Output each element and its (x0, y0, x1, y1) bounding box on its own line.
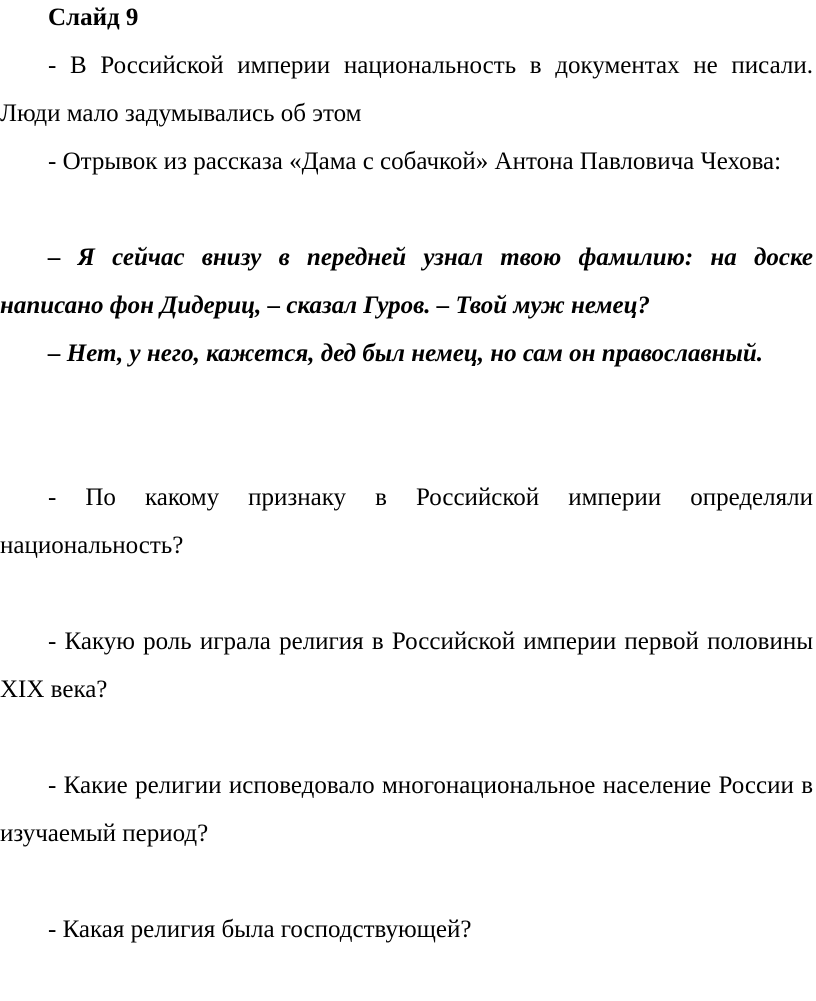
paragraph-chekhov-excerpt-intro: - Отрывок из рассказа «Дама с собачкой» Антона Павловича Чехова: (48, 148, 782, 175)
question-religions-of-population: - Какие религии исповедовало многонациональное население России в изучаемый период? (0, 772, 813, 847)
paragraph-empire-nationality: - В Российской империи национальность в документах не писали. Люди мало задумывались об этом (0, 52, 813, 127)
question-nationality-criterion: - По какому признаку в Российской империи определяли национальность? (0, 484, 813, 559)
question-dominant-religion: - Какая религия была господствующей? (48, 916, 472, 943)
paragraph-quote-answer: – Нет, у него, кажется, дед был немец, но сам он православный. (48, 340, 764, 367)
paragraph-quote-gurov: – Я сейчас внизу в передней узнал твою фамилию: на доске написано фон Дидериц, – сказал Гуров. – Твой муж немец? (0, 244, 813, 319)
question-role-of-religion: - Какую роль играла религия в Российской империи первой половины XIX века? (0, 628, 813, 703)
slide-title: Слайд 9 (48, 4, 139, 31)
